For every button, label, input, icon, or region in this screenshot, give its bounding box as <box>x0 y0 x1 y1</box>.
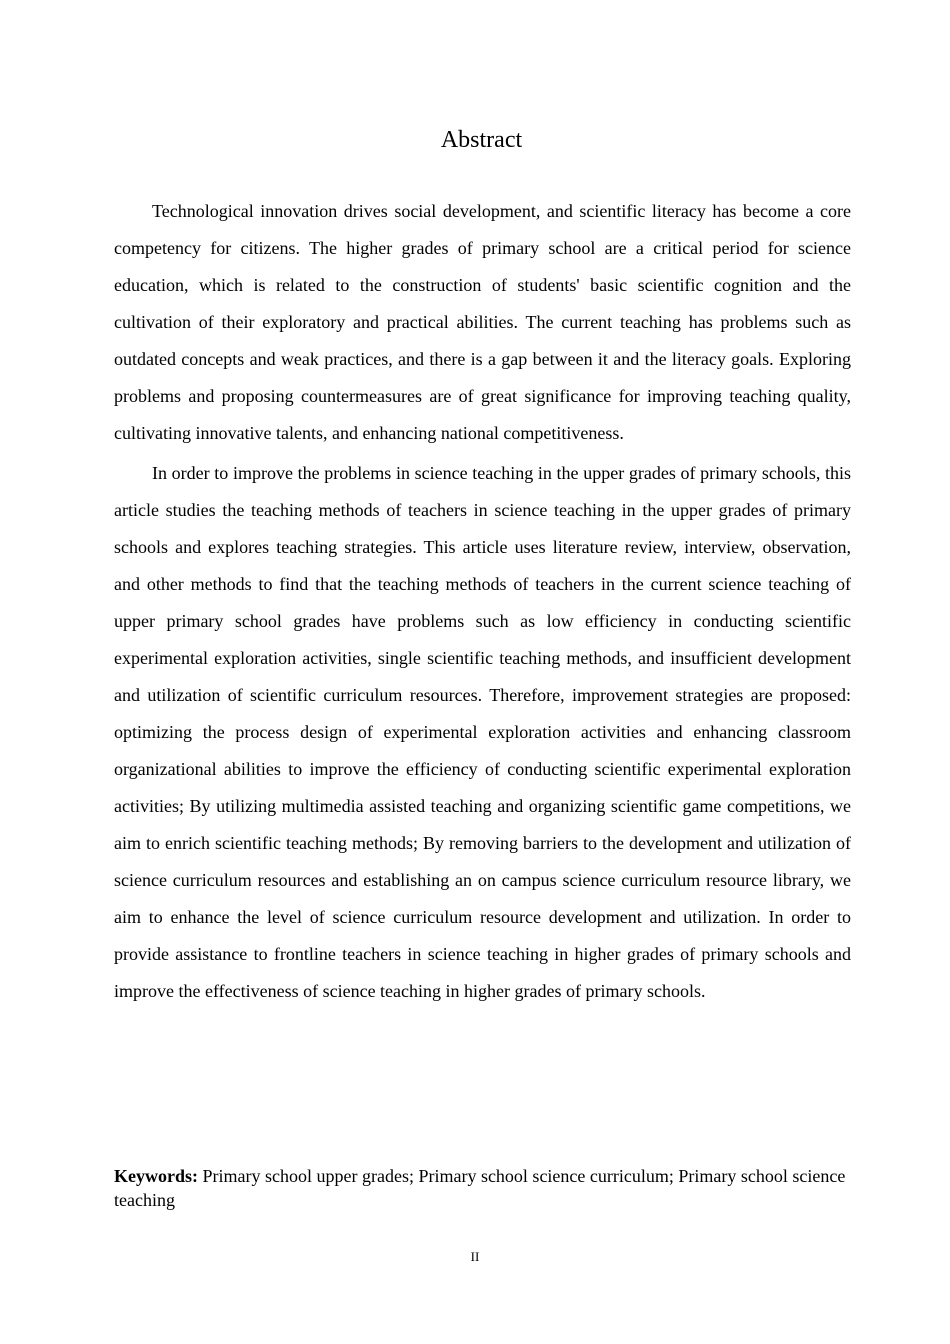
keywords-text: Primary school upper grades; Primary school science curriculum; Primary school science teaching <box>114 1166 846 1210</box>
abstract-paragraph-1: Technological innovation drives social development, and scientific literacy has become a core competency for citizens. The higher grades of primary school are a critical period for science education, which is related to the construction of students' basic scientific cognition and the cultivation of their exploratory and practical abilities. The current teaching has problems such as outdated concepts and weak practices, and there is a gap between it and the literacy goals. Exploring problems and proposing countermeasures are of great significance for improving teaching quality, cultivating innovative talents, and enhancing national competitiveness. <box>114 201 851 443</box>
keywords-line <box>114 1164 851 1212</box>
page-number: II <box>470 1249 480 1264</box>
page-title: Abstract <box>440 127 523 153</box>
keywords-label: Keywords: <box>114 1166 198 1186</box>
abstract-paragraph-2: In order to improve the problems in science teaching in the upper grades of primary schools, this article studies the teaching methods of teachers in science teaching in the upper grades of primary schools and explores teaching strategies. This article uses literature review, interview, observation, and other methods to find that the teaching methods of teachers in the current science teaching of upper primary school grades have problems such as low efficiency in conducting scientific experimental exploration activities, single scientific teaching methods, and insufficient development and utilization of scientific curriculum resources. Therefore, improvement strategies are proposed: optimizing the process design of experimental exploration activities and enhancing classroom organizational abilities to improve the efficiency of conducting scientific experimental exploration activities; By utilizing multimedia assisted teaching and organizing scientific game competitions, we aim to enrich scientific teaching methods; By removing barriers to the development and utilization of science curriculum resources and establishing an on campus science curriculum resource library, we aim to enhance the level of science curriculum resource development and utilization. In order to provide assistance to frontline teachers in science teaching in higher grades of primary schools and improve the effectiveness of science teaching in higher grades of primary schools. <box>114 463 851 1001</box>
abstract-body <box>114 193 851 1013</box>
